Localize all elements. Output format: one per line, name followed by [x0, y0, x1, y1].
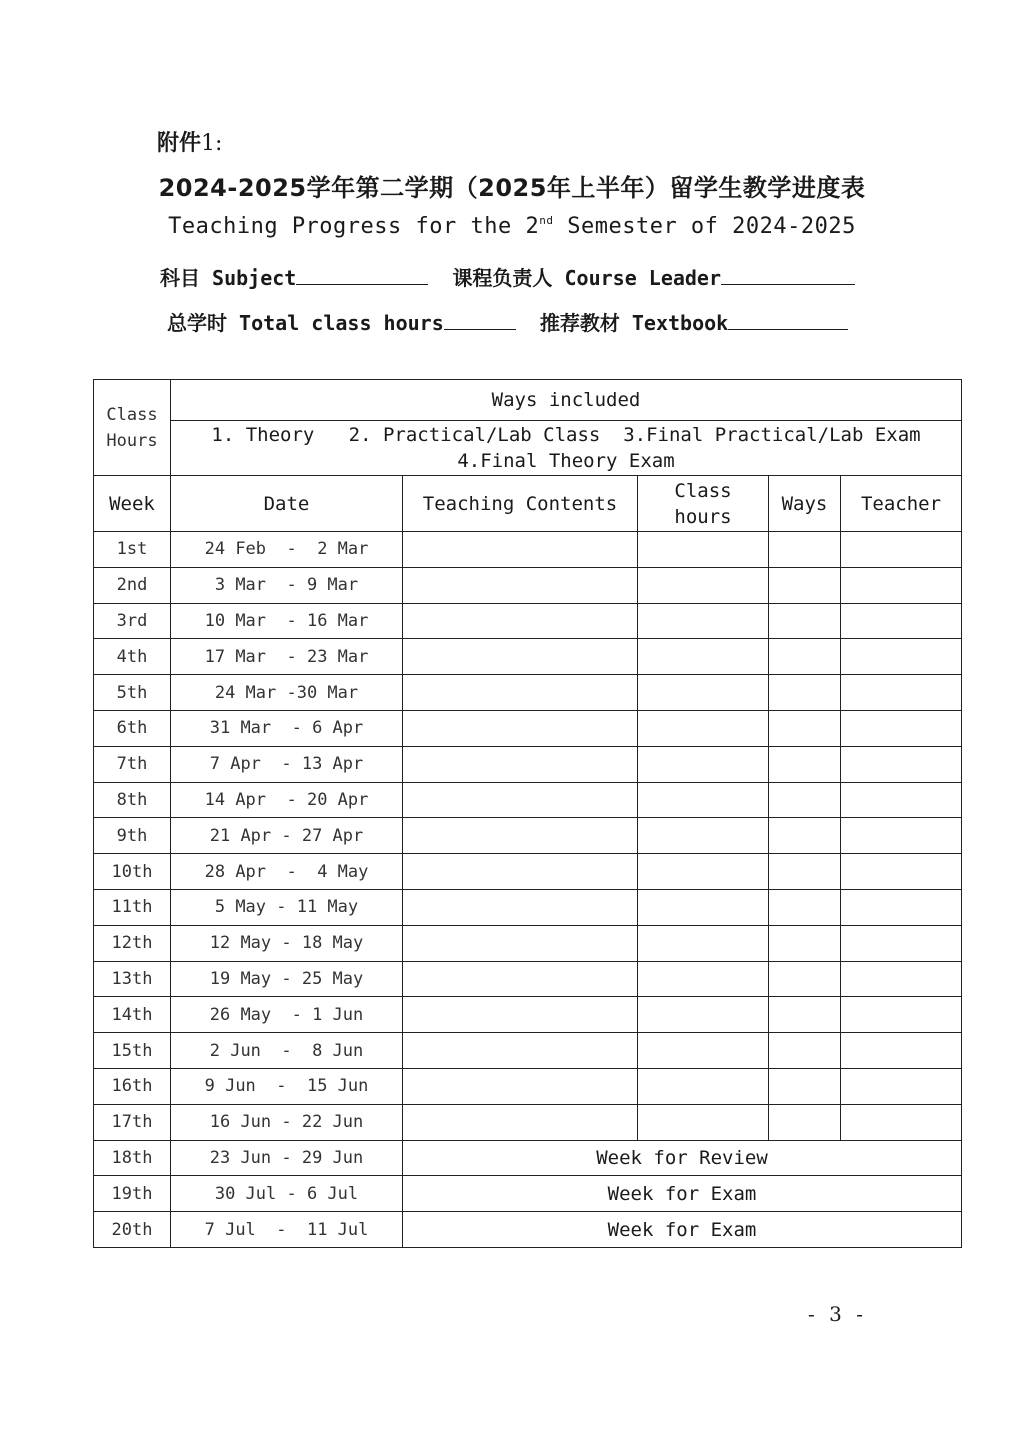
ways-cell[interactable] [769, 746, 841, 782]
table-row [94, 1068, 962, 1104]
contents-cell[interactable] [403, 782, 638, 818]
teacher-cell[interactable] [841, 818, 962, 854]
week-cell: 10th [94, 854, 171, 890]
note-cell: Week for Exam [403, 1212, 962, 1248]
ways-cell[interactable] [769, 818, 841, 854]
ways-cell[interactable] [769, 854, 841, 890]
date-cell: 3 Mar - 9 Mar [171, 567, 403, 603]
week-cell: 20th [94, 1212, 171, 1248]
leader-cn-label: 课程负责人 [452, 266, 553, 290]
teacher-cell[interactable] [841, 1033, 962, 1069]
contents-cell[interactable] [403, 961, 638, 997]
table-row [94, 889, 962, 925]
ways-list [171, 421, 962, 476]
table-row [94, 675, 962, 711]
teacher-cell[interactable] [841, 710, 962, 746]
col-class-hours-1: Class [674, 479, 732, 502]
class-hours-label-2: Hours [106, 430, 158, 451]
class-hours-cell[interactable] [638, 997, 769, 1033]
date-cell: 10 Mar - 16 Mar [171, 603, 403, 639]
progress-table [93, 379, 962, 1248]
ways-cell[interactable] [769, 782, 841, 818]
teacher-cell[interactable] [841, 639, 962, 675]
contents-cell[interactable] [403, 1033, 638, 1069]
table-row [94, 925, 962, 961]
contents-cell[interactable] [403, 997, 638, 1033]
week-cell: 19th [94, 1176, 171, 1212]
table-row [94, 639, 962, 675]
attachment-num: 1: [201, 131, 223, 156]
date-cell: 30 Jul - 6 Jul [171, 1176, 403, 1212]
week-cell: 13th [94, 961, 171, 997]
week-cell: 16th [94, 1068, 171, 1104]
class-hours-cell[interactable] [638, 961, 769, 997]
class-hours-cell[interactable] [638, 567, 769, 603]
date-cell: 7 Apr - 13 Apr [171, 746, 403, 782]
date-cell: 31 Mar - 6 Apr [171, 710, 403, 746]
title-en-pre: Teaching Progress for the 2 [168, 214, 540, 239]
week-cell: 8th [94, 782, 171, 818]
teacher-cell[interactable] [841, 925, 962, 961]
teacher-cell[interactable] [841, 997, 962, 1033]
ways-included-header: Ways included [171, 380, 962, 421]
ways-cell[interactable] [769, 639, 841, 675]
table-row [94, 997, 962, 1033]
week-cell: 15th [94, 1033, 171, 1069]
week-cell: 14th [94, 997, 171, 1033]
table-row [94, 1104, 962, 1140]
teacher-cell[interactable] [841, 532, 962, 568]
class-hours-cell[interactable] [638, 1104, 769, 1140]
week-cell: 4th [94, 639, 171, 675]
date-cell: 17 Mar - 23 Mar [171, 639, 403, 675]
textbook-blank[interactable] [728, 311, 848, 330]
date-cell: 21 Apr - 27 Apr [171, 818, 403, 854]
class-hours-cell[interactable] [638, 710, 769, 746]
col-class-hours [638, 476, 769, 532]
col-contents: Teaching Contents [403, 476, 638, 532]
ways-cell[interactable] [769, 567, 841, 603]
week-cell: 12th [94, 925, 171, 961]
class-hours-cell[interactable] [638, 1033, 769, 1069]
table-row [94, 603, 962, 639]
date-cell: 28 Apr - 4 May [171, 854, 403, 890]
week-cell: 3rd [94, 603, 171, 639]
class-hours-cell[interactable] [638, 746, 769, 782]
ways-cell[interactable] [769, 1104, 841, 1140]
class-hours-cell[interactable] [638, 603, 769, 639]
hours-en-label: Total class hours [239, 311, 444, 335]
teacher-cell[interactable] [841, 746, 962, 782]
table-row [94, 782, 962, 818]
week-cell: 6th [94, 710, 171, 746]
teacher-cell[interactable] [841, 782, 962, 818]
contents-cell[interactable] [403, 567, 638, 603]
contents-cell[interactable] [403, 746, 638, 782]
class-hours-header [94, 380, 171, 476]
ways-list-line-2: 4.Final Theory Exam [457, 450, 675, 472]
contents-cell[interactable] [403, 818, 638, 854]
teacher-cell[interactable] [841, 567, 962, 603]
table-row [94, 1140, 962, 1176]
date-cell: 9 Jun - 15 Jun [171, 1068, 403, 1104]
column-header-row [94, 476, 962, 532]
week-cell: 5th [94, 675, 171, 711]
title-en-sup: nd [539, 214, 554, 227]
contents-cell[interactable] [403, 854, 638, 890]
contents-cell[interactable] [403, 925, 638, 961]
col-ways: Ways [769, 476, 841, 532]
week-cell: 11th [94, 889, 171, 925]
teacher-cell[interactable] [841, 961, 962, 997]
week-cell: 2nd [94, 567, 171, 603]
table-row [94, 961, 962, 997]
week-cell: 1st [94, 532, 171, 568]
teacher-cell[interactable] [841, 1104, 962, 1140]
week-cell: 7th [94, 746, 171, 782]
ways-cell[interactable] [769, 889, 841, 925]
teacher-cell[interactable] [841, 854, 962, 890]
table-row [94, 567, 962, 603]
contents-cell[interactable] [403, 639, 638, 675]
subject-cn-label: 科目 [160, 266, 200, 290]
attachment-cn: 附件 [157, 131, 202, 156]
date-cell: 26 May - 1 Jun [171, 997, 403, 1033]
contents-cell[interactable] [403, 889, 638, 925]
ways-list-line-1: 1. Theory 2. Practical/Lab Class 3.Final Practical/Lab Exam [211, 424, 921, 446]
class-hours-cell[interactable] [638, 1068, 769, 1104]
contents-cell[interactable] [403, 675, 638, 711]
date-cell: 5 May - 11 May [171, 889, 403, 925]
teacher-cell[interactable] [841, 675, 962, 711]
table-row [94, 1033, 962, 1069]
class-hours-cell[interactable] [638, 925, 769, 961]
date-cell: 23 Jun - 29 Jun [171, 1140, 403, 1176]
date-cell: 24 Mar -30 Mar [171, 675, 403, 711]
date-cell: 24 Feb - 2 Mar [171, 532, 403, 568]
page-number: - 3 - [808, 1302, 867, 1326]
teacher-cell[interactable] [841, 603, 962, 639]
title-en-post: Semester of 2024-2025 [553, 214, 856, 239]
class-hours-cell[interactable] [638, 675, 769, 711]
table-row [94, 532, 962, 568]
class-hours-cell[interactable] [638, 854, 769, 890]
table-row [94, 746, 962, 782]
ways-cell[interactable] [769, 710, 841, 746]
teacher-cell[interactable] [841, 1068, 962, 1104]
col-teacher: Teacher [841, 476, 962, 532]
contents-cell[interactable] [403, 603, 638, 639]
ways-cell[interactable] [769, 961, 841, 997]
date-cell: 16 Jun - 22 Jun [171, 1104, 403, 1140]
class-hours-cell[interactable] [638, 532, 769, 568]
title-english [0, 214, 1024, 239]
class-hours-cell[interactable] [638, 889, 769, 925]
col-class-hours-2: hours [674, 505, 732, 528]
table-row [94, 1212, 962, 1248]
col-week: Week [94, 476, 171, 532]
subject-blank[interactable] [296, 266, 428, 285]
ways-cell[interactable] [769, 1033, 841, 1069]
week-cell: 9th [94, 818, 171, 854]
date-cell: 14 Apr - 20 Apr [171, 782, 403, 818]
table-row [94, 710, 962, 746]
textbook-cn-label: 推荐教材 [539, 311, 620, 335]
ways-cell[interactable] [769, 675, 841, 711]
ways-cell[interactable] [769, 1068, 841, 1104]
date-cell: 12 May - 18 May [171, 925, 403, 961]
note-cell: Week for Exam [403, 1176, 962, 1212]
class-hours-cell[interactable] [638, 782, 769, 818]
class-hours-label-1: Class [106, 404, 158, 425]
contents-cell[interactable] [403, 710, 638, 746]
note-cell: Week for Review [403, 1140, 962, 1176]
attachment-label [157, 126, 222, 157]
ways-cell[interactable] [769, 532, 841, 568]
ways-cell[interactable] [769, 997, 841, 1033]
week-cell: 18th [94, 1140, 171, 1176]
leader-blank[interactable] [721, 266, 855, 285]
class-hours-cell[interactable] [638, 818, 769, 854]
table-row [94, 1176, 962, 1212]
ways-cell[interactable] [769, 925, 841, 961]
table-row [94, 818, 962, 854]
date-cell: 2 Jun - 8 Jun [171, 1033, 403, 1069]
progress-table-body [94, 380, 962, 1248]
hours-cn-label: 总学时 [167, 311, 227, 335]
contents-cell[interactable] [403, 532, 638, 568]
date-cell: 19 May - 25 May [171, 961, 403, 997]
contents-cell[interactable] [403, 1068, 638, 1104]
table-row [94, 854, 962, 890]
ways-cell[interactable] [769, 603, 841, 639]
col-date: Date [171, 476, 403, 532]
field-line-hours-textbook [167, 307, 848, 336]
date-cell: 7 Jul - 11 Jul [171, 1212, 403, 1248]
hours-blank[interactable] [444, 311, 516, 330]
textbook-en-label: Textbook [631, 311, 729, 335]
subject-en-label: Subject [212, 266, 297, 290]
field-line-subject-leader [160, 262, 855, 291]
contents-cell[interactable] [403, 1104, 638, 1140]
week-cell: 17th [94, 1104, 171, 1140]
leader-en-label: Course Leader [564, 266, 722, 290]
teacher-cell[interactable] [841, 889, 962, 925]
title-chinese: 2024-2025学年第二学期（2025年上半年）留学生教学进度表 [158, 174, 866, 202]
class-hours-cell[interactable] [638, 639, 769, 675]
